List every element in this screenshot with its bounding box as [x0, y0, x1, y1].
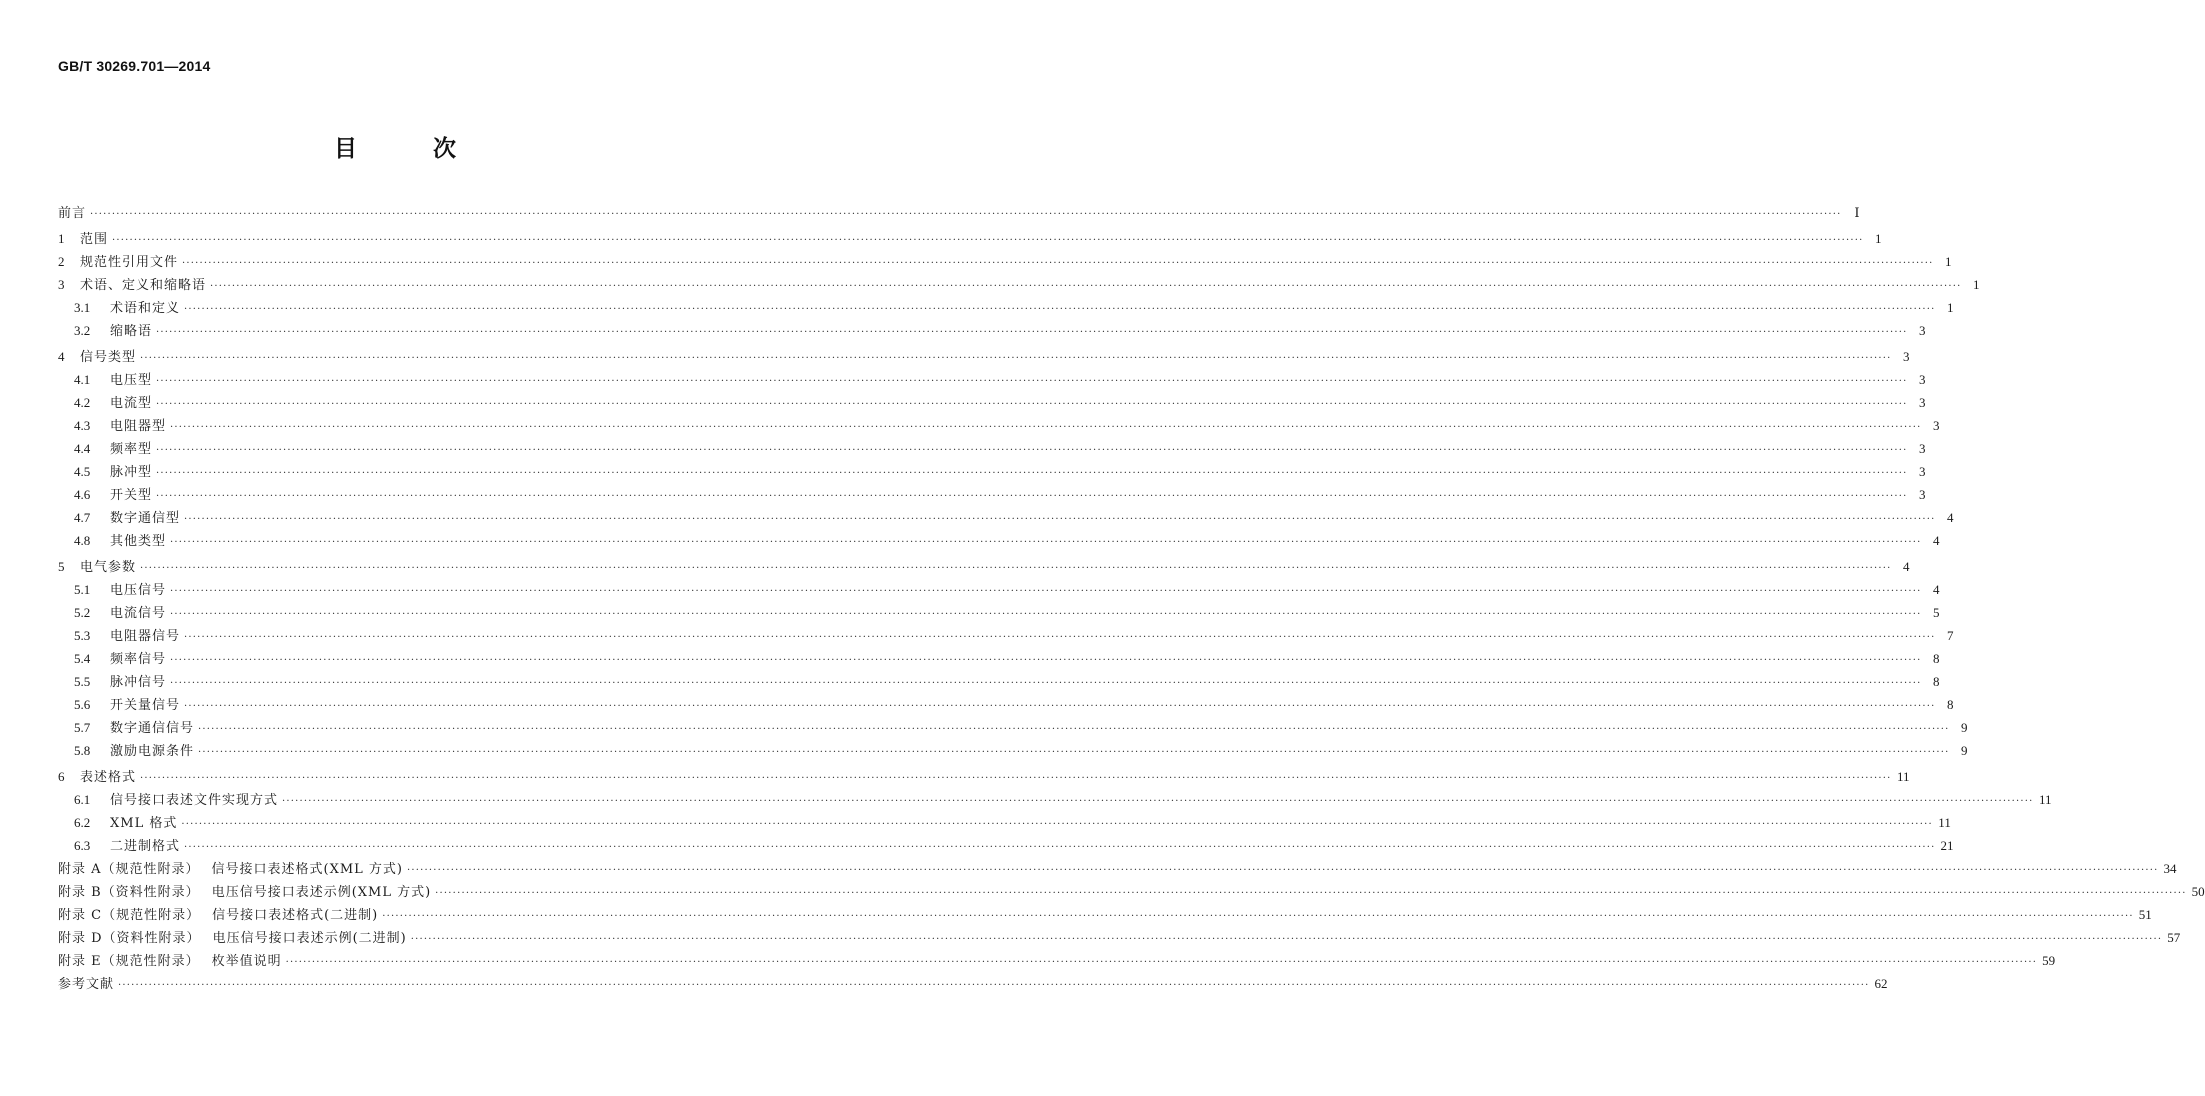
- toc-entry[interactable]: [58, 529, 1940, 552]
- toc-entry-page-number: 8: [1933, 674, 1940, 689]
- toc-entry-title: 开关量信号: [110, 698, 181, 713]
- toc-entry[interactable]: [58, 949, 2056, 972]
- toc-entry-page-number: 3: [1933, 418, 1940, 433]
- toc-entry-page-number: 1: [1947, 300, 1954, 315]
- toc-entry-label: [110, 369, 156, 392]
- toc-entry-page-number: 3: [1919, 487, 1926, 502]
- dot-leader: ················································································································································································································································································································································································································: [435, 888, 2187, 899]
- toc-entry-label: [110, 415, 170, 438]
- toc-entry-page-number: 8: [1947, 697, 1954, 712]
- dot-leader: ················································································································································································································································································································································································································: [210, 281, 1962, 292]
- toc-entry[interactable]: [58, 345, 1910, 368]
- toc-entry-page-number: Ⅰ: [1854, 205, 1860, 220]
- toc-entry-page-number: 3: [1903, 349, 1910, 364]
- toc-entry-subtitle: 信号接口表述格式(XML 方式): [211, 862, 404, 877]
- dot-leader: ················································································································································································································································································································································································································: [170, 537, 1922, 548]
- toc-entry-title: 电流信号: [110, 606, 167, 621]
- toc-entry[interactable]: [58, 250, 1952, 273]
- toc-entry-page-number: 9: [1961, 743, 1968, 758]
- toc-entry-title: 脉冲信号: [110, 675, 167, 690]
- toc-entry-title: 附录 D（资料性附录）: [58, 931, 201, 946]
- toc-entry[interactable]: [58, 227, 1882, 250]
- toc-entry[interactable]: [58, 739, 1968, 762]
- toc-entry-title: XML 格式: [110, 816, 178, 831]
- toc-entry-number: 4.7: [74, 510, 91, 525]
- toc-entry-number: 6.1: [74, 792, 91, 807]
- dot-leader: ················································································································································································································································································································································································································: [156, 327, 1908, 338]
- dot-leader: ················································································································································································································································································································································································································: [285, 957, 2038, 968]
- toc-entry-label: [80, 251, 182, 274]
- dot-leader: ················································································································································································································································································································································································································: [184, 304, 1936, 315]
- dot-leader: ················································································································································································································································································································································································································: [182, 258, 1934, 269]
- dot-leader: ················································································································································································································································································································································································································: [184, 514, 1936, 525]
- document-code: GB/T 30269.701—2014: [58, 58, 211, 74]
- toc-entry-number: 1: [58, 231, 65, 246]
- toc-entry-title: 电压信号: [110, 583, 167, 598]
- toc-entry[interactable]: [58, 670, 1940, 693]
- toc-entry-label: [58, 973, 118, 996]
- toc-entry-page-number: 21: [1940, 838, 1954, 853]
- toc-entry-label: [110, 835, 184, 858]
- toc-entry-page-number: 3: [1919, 441, 1926, 456]
- toc-entry[interactable]: [58, 788, 2052, 811]
- toc-entry-page-number: 9: [1961, 720, 1968, 735]
- toc-entry[interactable]: [58, 201, 1860, 224]
- dot-leader: ················································································································································································································································································································································································································: [90, 209, 1842, 220]
- toc-entry-label: [110, 507, 184, 530]
- toc-entry-label: [110, 625, 184, 648]
- toc-entry-title: 开关型: [110, 488, 153, 503]
- toc-entry-label: [58, 858, 407, 881]
- dot-leader: ················································································································································································································································································································································································································: [170, 678, 1922, 689]
- toc-entry[interactable]: [58, 601, 1940, 624]
- toc-entry[interactable]: [58, 880, 2205, 903]
- dot-leader: ················································································································································································································································································································································································································: [140, 773, 1892, 784]
- toc-entry-number: 5.5: [74, 674, 91, 689]
- toc-entry-page-number: 11: [1896, 769, 1910, 784]
- toc-entry-title: 数字通信信号: [110, 721, 195, 736]
- toc-entry[interactable]: [58, 624, 1954, 647]
- dot-leader: ················································································································································································································································································································································································································: [112, 235, 1864, 246]
- dot-leader: ················································································································································································································································································································································································································: [184, 632, 1936, 643]
- dot-leader: ················································································································································································································································································································································································································: [407, 865, 2159, 876]
- toc-entry[interactable]: [58, 555, 1910, 578]
- toc-entry-number: 5: [58, 559, 65, 574]
- toc-entry[interactable]: [58, 296, 1954, 319]
- toc-entry-number: 5.1: [74, 582, 91, 597]
- toc-entry-label: [80, 228, 112, 251]
- toc-entry-page-number: 1: [1945, 254, 1952, 269]
- toc-entry-label: [110, 530, 170, 553]
- toc-entry-title: 附录 A（规范性附录）: [58, 862, 200, 877]
- toc-entry[interactable]: [58, 368, 1926, 391]
- toc-entry[interactable]: [58, 483, 1926, 506]
- toc-entry-label: [58, 950, 286, 973]
- toc-entry-label: [80, 556, 140, 579]
- toc-entry[interactable]: [58, 414, 1940, 437]
- toc-entry-title: 电气参数: [80, 560, 137, 575]
- toc-entry-title: 数字通信型: [110, 511, 181, 526]
- dot-leader: ················································································································································································································································································································································································································: [170, 655, 1922, 666]
- dot-leader: ················································································································································································································································································································································································································: [140, 353, 1892, 364]
- toc-entry-number: 5.6: [74, 697, 91, 712]
- toc-entry-label: [110, 740, 198, 763]
- toc-entry-title: 电阻器型: [110, 419, 167, 434]
- toc-entry-label: [80, 274, 210, 297]
- toc-entry-title: 电压型: [110, 373, 153, 388]
- dot-leader: ················································································································································································································································································································································································································: [382, 911, 2134, 922]
- dot-leader: ················································································································································································································································································································································································································: [156, 468, 1908, 479]
- toc-entry-title: 其他类型: [110, 534, 167, 549]
- toc-entry-title: 附录 B（资料性附录）: [58, 885, 200, 900]
- toc-entry-label: [110, 320, 156, 343]
- dot-leader: ················································································································································································································································································································································································································: [156, 399, 1908, 410]
- toc-entry-label: [110, 438, 156, 461]
- toc-entry-number: 4.2: [74, 395, 91, 410]
- dot-leader: ················································································································································································································································································································································································································: [140, 563, 1892, 574]
- toc-entry-page-number: 4: [1933, 582, 1940, 597]
- toc-entry-number: 3.2: [74, 323, 91, 338]
- dot-leader: ················································································································································································································································································································································································································: [181, 819, 1933, 830]
- toc-entry-page-number: 11: [2038, 792, 2052, 807]
- toc-entry-page-number: 51: [2138, 907, 2152, 922]
- toc-entry[interactable]: [58, 693, 1954, 716]
- toc-entry-page-number: 34: [2163, 861, 2177, 876]
- toc-entry-number: 5.8: [74, 743, 91, 758]
- toc-entry-number: 6.3: [74, 838, 91, 853]
- toc-entry-number: 4.6: [74, 487, 91, 502]
- toc-entry[interactable]: [58, 578, 1940, 601]
- toc-entry-number: 3.1: [74, 300, 91, 315]
- toc-entry[interactable]: [58, 647, 1940, 670]
- toc-entry-title: 缩略语: [110, 324, 153, 339]
- toc-entry-label: [58, 927, 411, 950]
- toc-entry-page-number: 7: [1947, 628, 1954, 643]
- toc-entry-label: [110, 812, 181, 835]
- toc-entry[interactable]: [58, 506, 1954, 529]
- toc-entry-page-number: 59: [2042, 953, 2056, 968]
- toc-entry-page-number: 1: [1875, 231, 1882, 246]
- toc-entry[interactable]: [58, 857, 2177, 880]
- toc-entry-number: 4.4: [74, 441, 91, 456]
- toc-entry-page-number: 4: [1947, 510, 1954, 525]
- toc-entry[interactable]: [58, 460, 1926, 483]
- toc-entry-title: 附录 E（规范性附录）: [58, 954, 200, 969]
- toc-entry-page-number: 62: [1874, 976, 1888, 991]
- table-of-contents: [58, 201, 2205, 995]
- toc-entry[interactable]: [58, 926, 2181, 949]
- toc-entry[interactable]: [58, 811, 1951, 834]
- toc-entry-page-number: 50: [2191, 884, 2205, 899]
- toc-entry-number: 4.8: [74, 533, 91, 548]
- toc-entry-subtitle: 枚举值说明: [211, 954, 282, 969]
- dot-leader: ················································································································································································································································································································································································································: [170, 586, 1922, 597]
- toc-entry[interactable]: [58, 903, 2152, 926]
- toc-entry-page-number: 4: [1903, 559, 1910, 574]
- toc-entry-subtitle: 电压信号接口表述示例(二进制): [212, 931, 407, 946]
- toc-entry-title: 术语和定义: [110, 301, 181, 316]
- toc-entry-label: [110, 461, 156, 484]
- dot-leader: ················································································································································································································································································································································································································: [410, 934, 2163, 945]
- toc-entry-label: [58, 202, 90, 225]
- toc-entry-label: [110, 579, 170, 602]
- toc-entry[interactable]: [58, 834, 1954, 857]
- toc-entry-title: 脉冲型: [110, 465, 153, 480]
- toc-entry-number: 5.7: [74, 720, 91, 735]
- toc-entry-label: [80, 766, 140, 789]
- toc-entry-number: 5.3: [74, 628, 91, 643]
- dot-leader: ················································································································································································································································································································································································································: [118, 980, 1870, 991]
- toc-entry-label: [110, 694, 184, 717]
- toc-entry-title: 激励电源条件: [110, 744, 195, 759]
- toc-entry-label: [110, 392, 156, 415]
- dot-leader: ················································································································································································································································································································································································································: [282, 796, 2034, 807]
- dot-leader: ················································································································································································································································································································································································································: [198, 724, 1950, 735]
- dot-leader: ················································································································································································································································································································································································································: [184, 701, 1936, 712]
- toc-entry-title: 范围: [80, 232, 109, 247]
- page-title: 目 次: [333, 136, 490, 162]
- toc-entry-number: 6.2: [74, 815, 91, 830]
- toc-entry-number: 3: [58, 277, 65, 292]
- toc-entry-label: [80, 346, 140, 369]
- dot-leader: ················································································································································································································································································································································································································: [170, 609, 1922, 620]
- toc-entry[interactable]: [58, 765, 1910, 788]
- toc-entry[interactable]: [58, 716, 1968, 739]
- toc-entry-page-number: 3: [1919, 372, 1926, 387]
- toc-entry-subtitle: 电压信号接口表述示例(XML 方式): [211, 885, 432, 900]
- toc-entry-number: 4.1: [74, 372, 91, 387]
- toc-entry-number: 2: [58, 254, 65, 269]
- toc-entry-number: 5.2: [74, 605, 91, 620]
- dot-leader: ················································································································································································································································································································································································································: [156, 376, 1908, 387]
- toc-entry-label: [110, 671, 170, 694]
- toc-entry-number: 4: [58, 349, 65, 364]
- toc-entry[interactable]: [58, 319, 1926, 342]
- toc-entry[interactable]: [58, 391, 1926, 414]
- dot-leader: ················································································································································································································································································································································································································: [170, 422, 1922, 433]
- toc-entry-page-number: 5: [1933, 605, 1940, 620]
- toc-entry-number: 6: [58, 769, 65, 784]
- toc-entry-title: 规范性引用文件: [80, 255, 179, 270]
- toc-entry[interactable]: [58, 273, 1980, 296]
- toc-entry-page-number: 8: [1933, 651, 1940, 666]
- dot-leader: ················································································································································································································································································································································································································: [156, 491, 1908, 502]
- toc-entry-number: 5.4: [74, 651, 91, 666]
- toc-entry-title: 信号类型: [80, 350, 137, 365]
- toc-entry-title: 前言: [58, 206, 87, 221]
- toc-entry[interactable]: [58, 437, 1926, 460]
- toc-entry-number: 4.3: [74, 418, 91, 433]
- dot-leader: ················································································································································································································································································································································································································: [184, 842, 1936, 853]
- toc-entry-page-number: 3: [1919, 323, 1926, 338]
- toc-entry-label: [110, 717, 198, 740]
- toc-entry-title: 表述格式: [80, 770, 137, 785]
- toc-entry-page-number: 57: [2167, 930, 2181, 945]
- toc-entry[interactable]: [58, 972, 1888, 995]
- toc-entry-title: 参考文献: [58, 977, 115, 992]
- toc-entry-title: 附录 C（规范性附录）: [58, 908, 201, 923]
- toc-entry-page-number: 11: [1938, 815, 1951, 830]
- toc-entry-page-number: 3: [1919, 395, 1926, 410]
- dot-leader: ················································································································································································································································································································································································································: [156, 445, 1908, 456]
- toc-entry-title: 电流型: [110, 396, 153, 411]
- toc-entry-page-number: 1: [1973, 277, 1980, 292]
- toc-entry-label: [58, 881, 435, 904]
- dot-leader: ················································································································································································································································································································································································································: [198, 747, 1950, 758]
- toc-entry-label: [110, 789, 282, 812]
- toc-entry-label: [110, 602, 170, 625]
- toc-entry-label: [110, 297, 184, 320]
- toc-entry-subtitle: 信号接口表述格式(二进制): [212, 908, 379, 923]
- toc-entry-title: 电阻器信号: [110, 629, 181, 644]
- toc-entry-title: 频率信号: [110, 652, 167, 667]
- toc-entry-number: 4.5: [74, 464, 91, 479]
- toc-entry-page-number: 4: [1933, 533, 1940, 548]
- toc-entry-page-number: 3: [1919, 464, 1926, 479]
- toc-entry-label: [58, 904, 382, 927]
- toc-entry-title: 频率型: [110, 442, 153, 457]
- toc-entry-label: [110, 648, 170, 671]
- toc-entry-title: 二进制格式: [110, 839, 181, 854]
- toc-entry-title: 信号接口表述文件实现方式: [110, 793, 279, 808]
- toc-entry-title: 术语、定义和缩略语: [80, 278, 207, 293]
- toc-entry-label: [110, 484, 156, 507]
